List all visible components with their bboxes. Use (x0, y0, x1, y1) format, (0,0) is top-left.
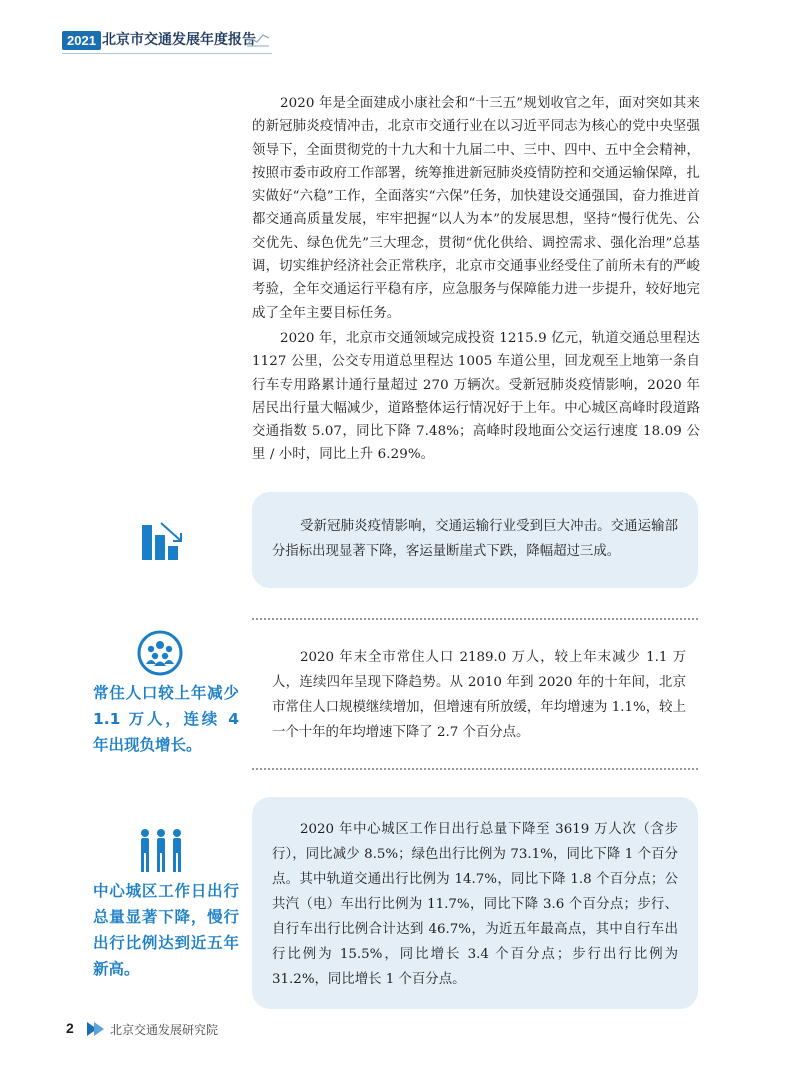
section-divider (252, 618, 698, 620)
trips-callout (252, 797, 698, 1009)
population-group-icon (137, 630, 183, 676)
trips-caption: 中心城区工作日出行总量显著下降，慢行出行比例达到近五年新高。 (93, 882, 239, 978)
organization-name: 北京交通发展研究院 (110, 1023, 219, 1037)
population-text: 2020 年末全市常住人口 2189.0 万人，较上年末减少 1.1 万人，连续四年呈现下降趋势。从 2010 年到 2020 年的十年间，北京市常住人口规模继续增加，但增速有所放缓，年均增速为 1.1%，较上一个十年的年均增速下降了 2.7 个百分点。 (272, 650, 686, 740)
impact-callout (252, 492, 698, 588)
intro-paragraph: 2020 年是全面建成小康社会和“十三五”规划收官之年，面对突如其来的新冠肺炎疫情冲击，北京市交通行业在以习近平同志为核心的党中央坚强领导下，全面贯彻党的十九大和十九届二中、三中、四中、五中全会精神，按照市委市政府工作部署，统筹推进新冠肺炎疫情防控和交通运输保障，扎实做好“六稳”工作，全面落实“六保”任务，加快建设交通强国，奋力推进首都交通高质量发展，牢牢把握“以人为本”的发展思想，坚持“慢行优先、公交优先、绿色优先”三大理念，贯彻“优化供给、调控需求、强化治理”总基调，切实维护经济社会正常秩序，北京市交通事业经受住了前所未有的严峻考验，全年交通运行平稳有序，应急服务与保障能力进一步提升，较好地完成了全年主要目标任务。 (252, 96, 700, 321)
walking-people-icon (137, 828, 185, 874)
population-caption: 常住人口较上年减少 1.1 万人，连续 4 年出现负增长。 (93, 684, 239, 754)
section-divider (252, 768, 698, 770)
line-chart-icon (246, 31, 270, 47)
overview-paragraph: 2020 年，北京市交通领域完成投资 1215.9 亿元，轨道交通总里程达 1127 公里，公交专用道总里程达 1005 车道公里，回龙观至上地第一条自行车专用路累计通行量超过 270 万辆次。受新冠肺炎疫情影响，2020 年居民出行量大幅减少，道路整体运行情况好于上年。中心城区高峰时段道路交通指数 5.07，同比下降 7.48%；高峰时段地面公交运行速度 18.09 公里 / 小时，同比上升 6.29%。 (252, 331, 700, 463)
arrow-right-icon (87, 1022, 105, 1036)
trips-text: 2020 年中心城区工作日出行总量下降至 3619 万人次（含步行），同比减少 8.5%；绿色出行比例为 73.1%，同比下降 1 个百分点。其中轨道交通出行比例为 14.7%，同比下降 1.8 个百分点；公共汽（电）车出行比例为 11.7%，同比下降 3.6 个百分点；步行、自行车出行比例合计达到 46.7%，为近五年最高点，其中自行车出行比例为 15.5%，同比增长 3.4 个百分点；步行出行比例为 31.2%，同比增长 1 个百分点。 (272, 822, 678, 987)
callout-text: 受新冠肺炎疫情影响，交通运输行业受到巨大冲击。交通运输部分指标出现显著下降，客运量断崖式下跌，降幅超过三成。 (272, 519, 678, 559)
bar-chart-decline-icon (141, 521, 185, 561)
page-number: 2 (66, 1020, 74, 1036)
report-title: 北京市交通发展年度报告 (102, 32, 256, 48)
report-header (62, 30, 270, 52)
header-divider (62, 53, 272, 54)
year-badge: 2021 (62, 31, 101, 50)
